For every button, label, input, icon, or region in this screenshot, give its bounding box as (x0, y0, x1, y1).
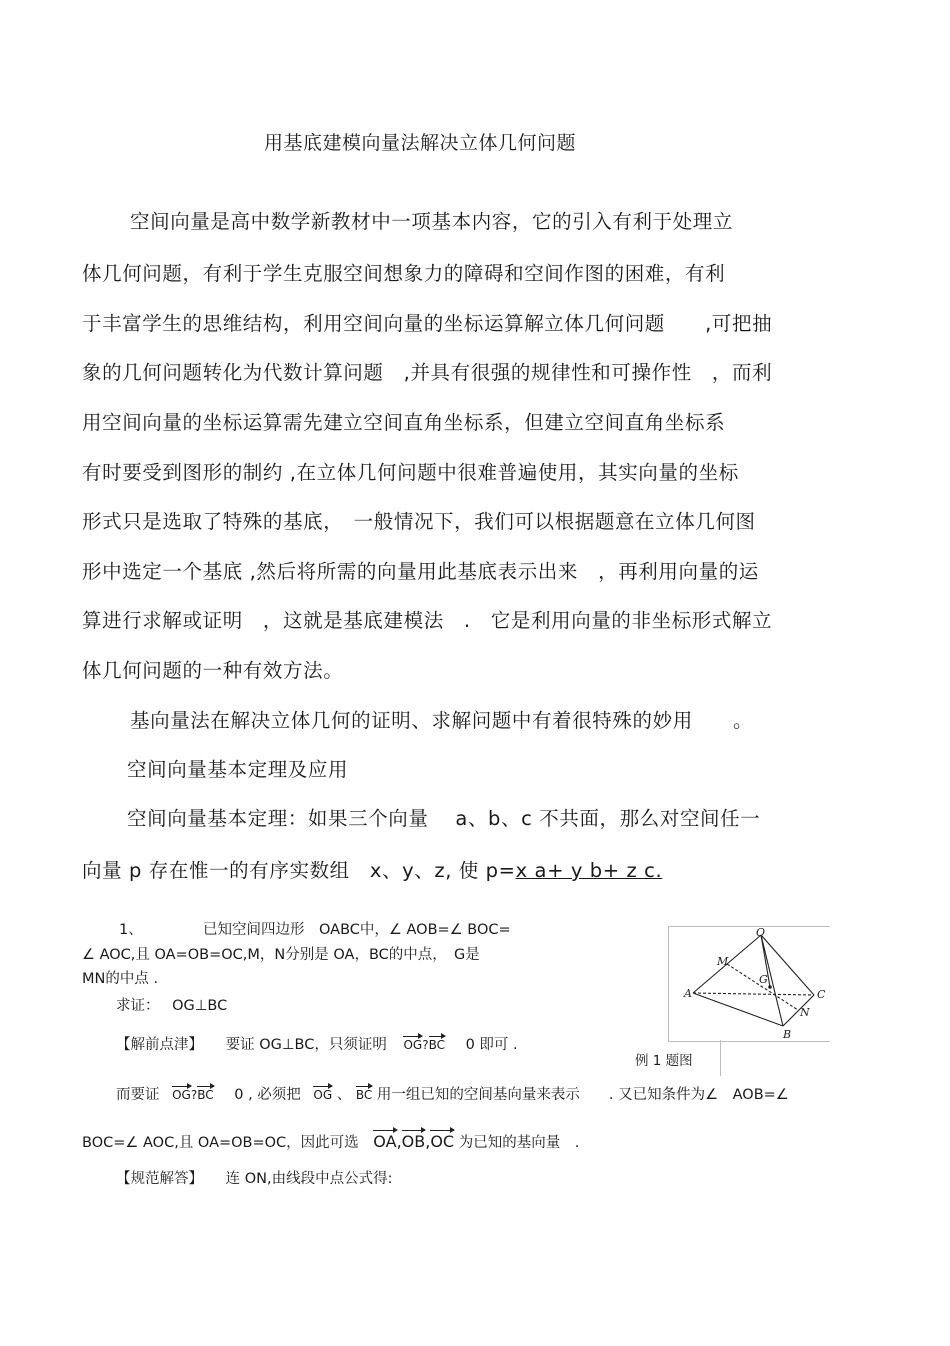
label-m: M (717, 955, 729, 968)
prove-statement: OG⊥BC (172, 998, 228, 1014)
label-o: O (756, 927, 766, 939)
theorem-prefix: 向量 p 存在惟一的有序实数组 x、y、z, 使 p= (82, 859, 516, 882)
separator: 、 (336, 1087, 352, 1103)
label-c: C (817, 988, 826, 1001)
edge-ac-dashed (693, 993, 814, 995)
vector-bc: BC (428, 1038, 445, 1052)
example-line-5 (116, 1083, 789, 1104)
vector-bc-3: BC (355, 1088, 373, 1102)
section-heading: 空间向量基本定理及应用 (127, 758, 349, 781)
intro-line-9: 算进行求解或证明 ，这就是基底建模法 . 它是利用向量的非坐标形式解立 (82, 609, 773, 632)
intro-line-3: 于丰富学生的思维结构，利用空间向量的坐标运算解立体几何问题 ,可把抽 (82, 312, 773, 335)
line5-rest: 用一组已知的空间基向量来表示 . 又已知条件为∠ AOB=∠ (376, 1087, 789, 1103)
line5-prefix: 而要证 (116, 1087, 160, 1103)
question-mark-2: ? (190, 1088, 198, 1102)
segment-mn-dashed (727, 964, 798, 1010)
vector-bc-2: BC (197, 1088, 214, 1102)
vector-oc: OC (430, 1132, 455, 1151)
tetrahedron-figure (669, 927, 830, 1041)
label-n: N (800, 1006, 810, 1019)
figure-caption: 例 1 题图 (635, 1053, 693, 1069)
label-g: G (759, 973, 768, 986)
line6-suffix: 为已知的基向量 . (458, 1135, 580, 1151)
vector-oa: OA (373, 1132, 397, 1151)
prove-label: 求证： (116, 998, 160, 1014)
point-g (768, 985, 772, 989)
prove-line (116, 994, 227, 1015)
comma-2: , (425, 1132, 431, 1151)
intro-line-4: 象的几何问题转化为代数计算问题 ,并具有很强的规律性和可操作性 ，而利 (82, 361, 773, 384)
hint-text: 要证 OG⊥BC，只须证明 (225, 1037, 387, 1053)
line5-zero: 0 , 必须把 (234, 1087, 301, 1103)
theorem-line-1: 空间向量基本定理：如果三个向量 a、b、c 不共面，那么对空间任一 (127, 807, 761, 830)
example-line-3: MN的中点 . (82, 971, 159, 987)
page-title: 用基底建模向量法解决立体几何问题 (264, 132, 577, 154)
intro-line-10: 体几何问题的一种有效方法。 (82, 659, 344, 682)
intro-line-1: 空间向量是高中数学新教材中一项基本内容，它的引入有利于处理立 (130, 210, 734, 233)
example-line-2: ∠ AOC,且 OA=OB=OC,M，N分别是 OA，BC的中点， G是 (82, 947, 480, 963)
answer-text: 连 ON,由线段中点公式得: (225, 1171, 393, 1187)
hint-label: 【解前点津】 (116, 1037, 203, 1053)
paragraph-2: 基向量法在解决立体几何的证明、求解问题中有着很特殊的妙用 。 (130, 709, 754, 732)
question-mark: ? (422, 1038, 429, 1052)
comma-1: , (396, 1132, 402, 1151)
label-a: A (684, 987, 692, 1000)
figure-frame (668, 926, 830, 1042)
vector-og: OG (403, 1038, 423, 1052)
hint-suffix: 0 即可 . (465, 1037, 518, 1053)
intro-line-5: 用空间向量的坐标运算需先建立空间直角坐标系，但建立空间直角坐标系 (82, 411, 726, 434)
vector-ob: OB (401, 1132, 426, 1151)
figure-divider (720, 1040, 721, 1076)
example-number: 1、 (119, 922, 143, 938)
answer-line (116, 1167, 392, 1188)
theorem-formula: x a+ y b+ z c. (515, 859, 663, 882)
edge-ab (693, 993, 783, 1026)
intro-line-7: 形式只是选取了特殊的基底， 一般情况下，我们可以根据题意在立体几何图 (82, 510, 756, 533)
label-b: B (783, 1028, 792, 1041)
theorem-line-2 (82, 855, 662, 883)
example-line-1: 已知空间四边形 OABC中，∠ AOB=∠ BOC= (203, 922, 511, 938)
intro-line-2: 体几何问题，有利于学生克服空间想象力的障碍和空间作图的困难，有利 (82, 262, 726, 285)
hint-line (116, 1033, 518, 1054)
intro-line-8: 形中选定一个基底 ,然后将所需的向量用此基底表示出来 ，再利用向量的运 (82, 560, 759, 583)
answer-label: 【规范解答】 (116, 1171, 203, 1187)
line6-prefix: BOC=∠ AOC,且 OA=OB=OC，因此可选 (82, 1135, 359, 1151)
example-line-6 (82, 1131, 579, 1152)
vector-og-3: OG (313, 1088, 333, 1102)
vector-og-2: OG (172, 1088, 191, 1102)
intro-line-6: 有时要受到图形的制约 ,在立体几何问题中很难普遍使用，其实向量的坐标 (82, 461, 739, 484)
